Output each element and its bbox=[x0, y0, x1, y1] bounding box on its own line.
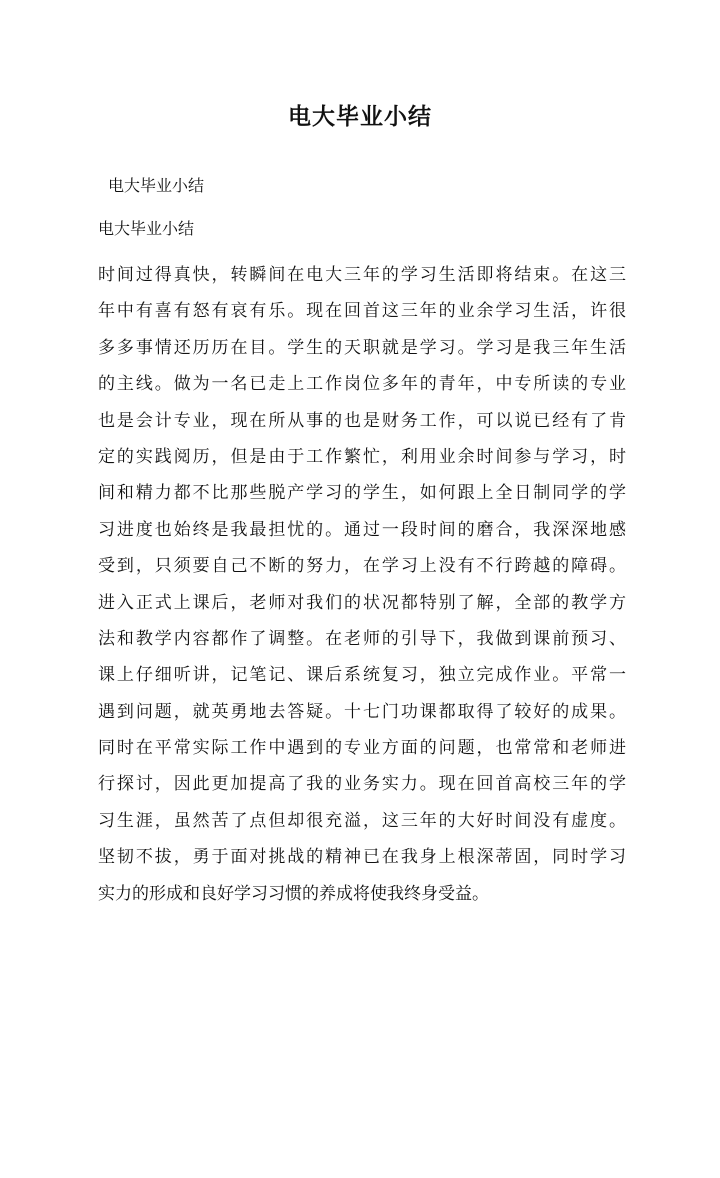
body-text-line: 课上仔细听讲，记笔记、课后系统复习，独立完成作业。平常一 bbox=[98, 665, 626, 686]
body-text-line: 受到，只须要自己不断的努力，在学习上没有不行跨越的障碍。 bbox=[98, 556, 626, 577]
body-text-line: 也是会计专业，现在所从事的也是财务工作，可以说已经有了肯 bbox=[98, 410, 626, 431]
body-text-line: 坚韧不拔，勇于面对挑战的精神已在我身上根深蒂固，同时学习 bbox=[98, 847, 626, 868]
body-text-line: 习进度也始终是我最担忧的。通过一段时间的磨合，我深深地感 bbox=[98, 519, 626, 540]
document-body bbox=[98, 257, 626, 912]
body-text-line: 习生涯，虽然苦了点但却很充溢，这三年的大好时间没有虚度。 bbox=[98, 810, 626, 831]
document-subtitle: 电大毕业小结 bbox=[108, 176, 205, 195]
body-text-line: 进入正式上课后，老师对我们的状况都特别了解，全部的教学方 bbox=[98, 592, 626, 613]
body-text-line: 时间过得真快，转瞬间在电大三年的学习生活即将结束。在这三 bbox=[98, 265, 626, 285]
body-text-line: 定的实践阅历，但是由于工作繁忙，利用业余时间参与学习，时 bbox=[98, 446, 626, 467]
body-text-line: 遇到问题，就英勇地去答疑。十七门功课都取得了较好的成果。 bbox=[98, 701, 626, 722]
body-text-line: 同时在平常实际工作中遇到的专业方面的问题，也常常和老师进 bbox=[98, 738, 626, 759]
document-subtitle-repeat: 电大毕业小结 bbox=[98, 219, 195, 238]
body-text-line: 实力的形成和良好学习习惯的养成将使我终身受益。 bbox=[98, 883, 489, 904]
body-text-line: 多多事情还历历在目。学生的天职就是学习。学习是我三年生活 bbox=[98, 337, 626, 358]
body-text-line: 年中有喜有怒有哀有乐。现在回首这三年的业余学习生活，许很 bbox=[98, 301, 626, 322]
body-text-line: 间和精力都不比那些脱产学习的学生，如何跟上全日制同学的学 bbox=[98, 483, 626, 504]
body-text-line: 法和教学内容都作了调整。在老师的引导下，我做到课前预习、 bbox=[98, 628, 626, 649]
document-title: 电大毕业小结 bbox=[288, 103, 432, 130]
body-text-line: 行探讨，因此更加提高了我的业务实力。现在回首高校三年的学 bbox=[98, 774, 626, 795]
body-text-line: 的主线。做为一名已走上工作岗位多年的青年，中专所读的专业 bbox=[98, 374, 626, 395]
